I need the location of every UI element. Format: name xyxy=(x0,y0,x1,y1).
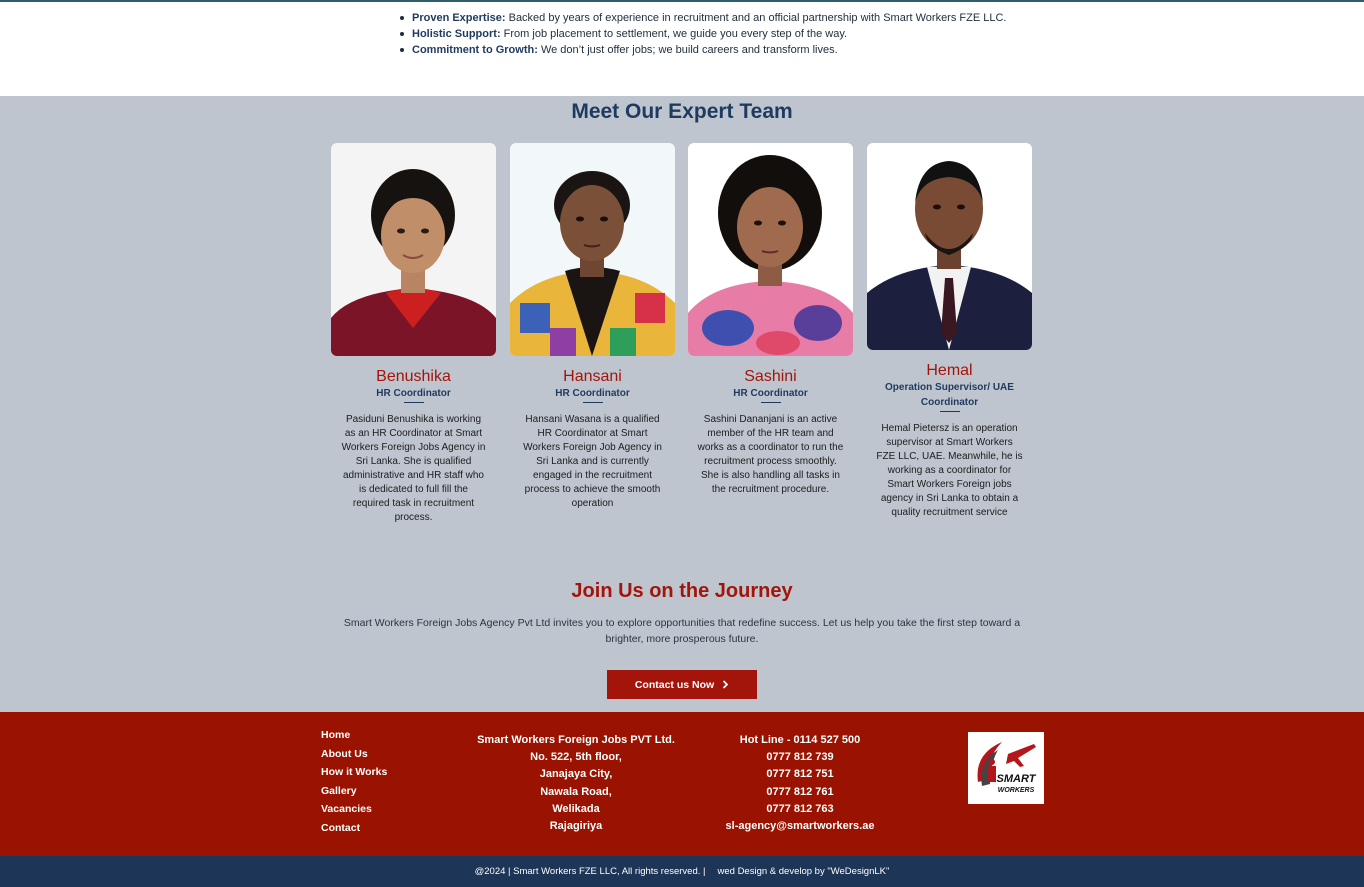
highlight-text: Backed by years of experience in recruitment and an official partnership with Smart Workers FZE LLC. xyxy=(505,12,1007,24)
contact-us-button[interactable] xyxy=(607,670,757,699)
team-card-hansani xyxy=(510,143,675,511)
highlight-item xyxy=(412,10,1006,26)
join-title: Join Us on the Journey xyxy=(571,580,793,602)
member-description: Hemal Pietersz is an operation supervisor at Smart Workers FZE LLC, UAE. Meanwhile, he is working as a coordinator for Smart Workers Foreign jobs agency in Sri Lanka to obtain a quality recruitment service xyxy=(876,423,1023,518)
footer-contacts xyxy=(705,732,895,835)
team-section xyxy=(0,96,1364,712)
address-line: Nawala Road, xyxy=(540,785,612,798)
address-line: No. 522, 5th floor, xyxy=(530,751,622,764)
footer-nav xyxy=(321,726,387,838)
team-card-hemal xyxy=(867,143,1032,520)
member-description: Pasiduni Benushika is working as an HR Coordinator at Smart Workers Foreign Jobs Agency in Sri Lanka. She is qualified administrative and HR staff who is dedicated to full fill the required task in recruitment process. xyxy=(341,414,486,523)
smart-workers-logo[interactable] xyxy=(968,732,1044,804)
role-divider xyxy=(761,402,781,403)
team-card-benushika xyxy=(331,143,496,525)
member-photo xyxy=(331,143,496,356)
team-title: Meet Our Expert Team xyxy=(571,100,793,123)
footer-link-how-it-works[interactable]: How it Works xyxy=(321,766,388,779)
footer-link-vacancies[interactable]: Vacancies xyxy=(321,803,372,816)
footer-link-gallery[interactable]: Gallery xyxy=(321,784,357,797)
footer-link-contact[interactable]: Contact xyxy=(321,821,361,834)
member-photo xyxy=(688,143,853,356)
footer-address xyxy=(466,732,686,835)
chevron-right-icon xyxy=(722,680,729,689)
role-divider xyxy=(404,402,424,403)
member-description: Sashini Dananjani is an active member of the HR team and works as a coordinator to run the recruitment process smoothly. She is also handling all tasks in the recruitment procedure. xyxy=(697,414,844,495)
contact-us-label: Contact us Now xyxy=(634,678,715,691)
member-photo xyxy=(510,143,675,356)
phone-number: 0777 812 761 xyxy=(766,785,834,798)
highlight-label: Holistic Support: xyxy=(412,28,501,40)
highlights-list xyxy=(412,10,1006,58)
member-role: HR Coordinator xyxy=(376,388,451,399)
address-line: Welikada xyxy=(552,802,600,815)
highlight-text: From job placement to settlement, we guide you every step of the way. xyxy=(500,28,848,40)
highlight-label: Proven Expertise: xyxy=(412,12,506,24)
footer-link-about-us[interactable]: About Us xyxy=(321,747,368,760)
email-link[interactable]: sl-agency@smartworkers.ae xyxy=(725,820,875,833)
highlights-section xyxy=(0,0,1364,96)
join-text: Smart Workers Foreign Jobs Agency Pvt Ltd invites you to explore opportunities that redefine success. Let us help you take the first step toward a brighter, more prosperous future. xyxy=(343,617,1021,645)
phone-number: 0777 812 763 xyxy=(766,802,834,815)
member-role: Operation Supervisor/ UAE Coordinator xyxy=(885,382,1014,408)
highlight-label: Commitment to Growth: xyxy=(412,44,538,56)
address-line: Rajagiriya xyxy=(549,820,603,833)
member-name: Sashini xyxy=(744,368,797,385)
address-line: Smart Workers Foreign Jobs PVT Ltd. xyxy=(477,734,675,746)
phone-number: 0777 812 751 xyxy=(766,768,834,781)
member-photo xyxy=(867,143,1032,350)
phone-number: 0777 812 739 xyxy=(766,751,834,764)
footer xyxy=(0,712,1364,856)
highlight-item xyxy=(412,42,1006,58)
member-role: HR Coordinator xyxy=(555,388,630,399)
member-name: Benushika xyxy=(376,368,451,385)
highlight-text: We don’t just offer jobs; we build careers and transform lives. xyxy=(537,44,838,56)
logo-text-workers: WORKERS xyxy=(997,787,1035,794)
member-name: Hansani xyxy=(563,368,622,385)
logo-text-smart: SMART xyxy=(996,773,1036,785)
member-description: Hansani Wasana is a qualified HR Coordinator at Smart Workers Foreign Job Agency in Sri Lanka and is currently engaged in the recruitment process to achieve the smooth operation xyxy=(523,414,662,509)
role-divider xyxy=(583,402,603,403)
copyright-bar xyxy=(0,856,1364,887)
copyright-text: @2024 | Smart Workers FZE LLC, All rights reserved. | xyxy=(474,866,706,877)
highlight-item xyxy=(412,26,1006,42)
hotline: Hot Line - 0114 527 500 xyxy=(739,734,861,746)
address-line: Janajaya City, xyxy=(539,768,613,781)
role-divider xyxy=(940,411,960,412)
member-name: Hemal xyxy=(926,362,973,379)
member-role: HR Coordinator xyxy=(733,388,808,399)
credit-link[interactable]: wed Design & develop by "WeDesignLK" xyxy=(717,866,890,877)
footer-link-home[interactable]: Home xyxy=(321,729,351,741)
team-card-sashini xyxy=(688,143,853,497)
